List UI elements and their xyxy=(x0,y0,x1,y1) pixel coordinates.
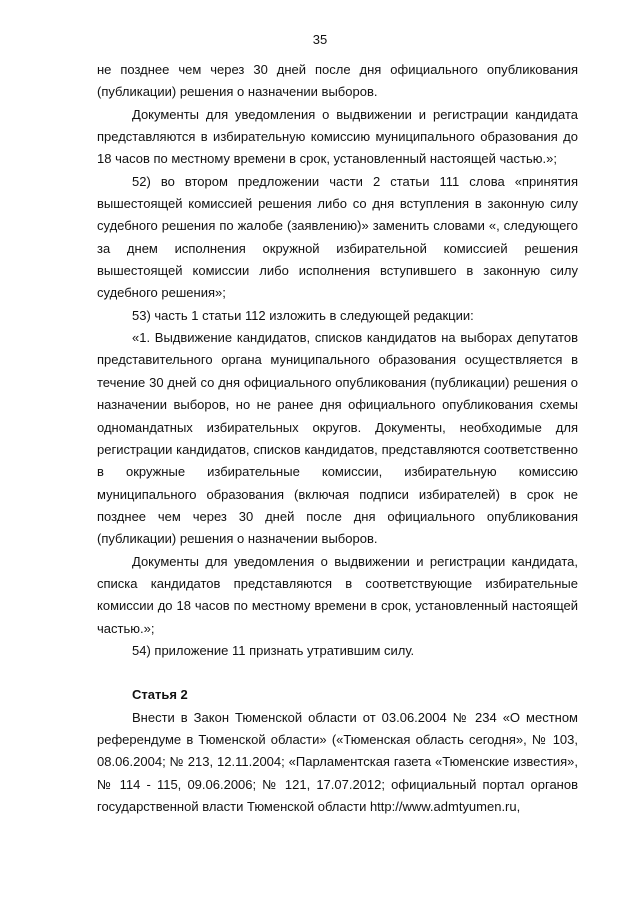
paragraph-notification-documents: Документы для уведомления о выдвижении и регистрации кандидата представляются в избирательную комиссию муниципального образования до 18 часов по местному времени в срок, установленный настоящей частью.»; xyxy=(97,106,578,167)
document-body xyxy=(97,59,578,818)
paragraph-continuation: не позднее чем через 30 дней после дня официального опубликования (публикации) решения о назначении выборов. xyxy=(97,62,578,100)
paragraph-article-2-text: Внести в Закон Тюменской области от 03.06.2004 № 234 «О местном референдуме в Тюменской области» («Тюменская область сегодня», № 103, 08.06.2004; № 213, 12.11.2004; «Парламентская газета «Тюменские известия», № 114 - 115, 09.06.2006; № 121, 17.07.2012; официальный портал органов государственной власти Тюменской области http://www.admtyumen.ru, xyxy=(97,709,578,814)
paragraph-item-54: 54) приложение 11 признать утратившим силу. xyxy=(132,642,415,658)
page-number: 35 xyxy=(312,32,328,47)
paragraph-part-1-text: «1. Выдвижение кандидатов, списков кандидатов на выборах депутатов представительного органа муниципального образования осуществляется в течение 30 дней со дня официального опубликования (публикации) решения о назначении выборов, но не ранее дня официального опубликования схемы одномандатных избирательных округов. Документы, необходимые для регистрации кандидатов, списков кандидатов, представляются соответственно в окружные избирательные комиссии, избирательную комиссию муниципального образования (включая подписи избирателей) в срок не позднее чем через 30 дней после дня официального опубликования (публикации) решения о назначении выборов. xyxy=(97,330,578,547)
article-2-heading: Статья 2 xyxy=(132,687,188,703)
paragraph-list-notification: Документы для уведомления о выдвижении и регистрации кандидата, списка кандидатов представляются в соответствующие избирательные комиссии до 18 часов по местному времени в срок, установленный настоящей частью.»; xyxy=(97,553,578,636)
paragraph-item-52: 52) во втором предложении части 2 статьи 111 слова «принятия вышестоящей комиссией решения либо со дня вступления в законную силу судебного решения по жалобе (заявлению)» заменить словами «, следующего за днем исполнения окружной избирательной комиссией решения вышестоящей комиссии либо исполнения вступившего в законную силу судебного решения»; xyxy=(97,173,578,301)
paragraph-item-53: 53) часть 1 статьи 112 изложить в следующей редакции: xyxy=(132,307,474,323)
